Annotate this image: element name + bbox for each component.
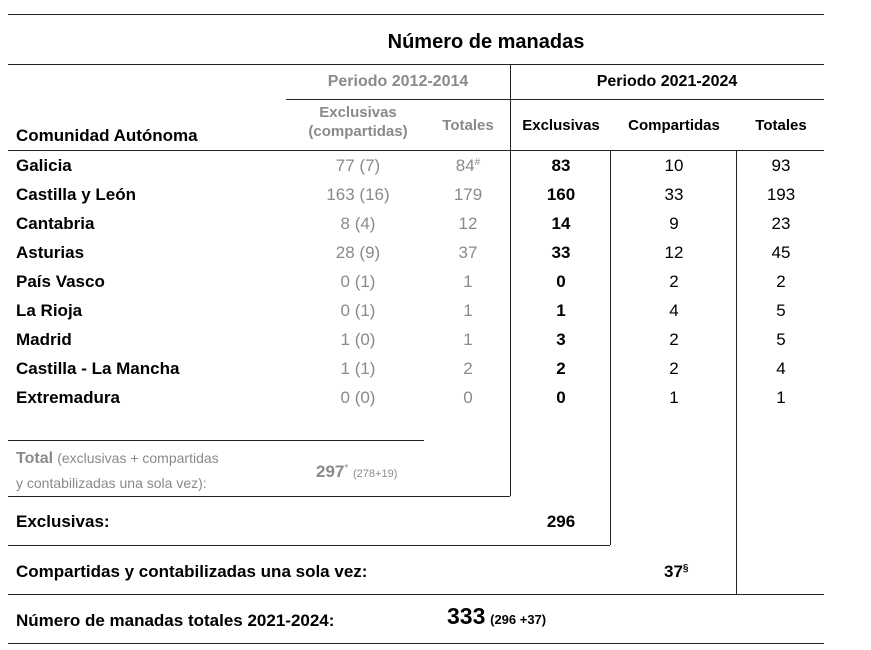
cell-region-text: Castilla y León xyxy=(16,185,136,204)
cell-p2-exclusivas xyxy=(512,301,610,321)
cell-p2-exclusivas xyxy=(512,185,610,205)
grand-total-detail: (296 +37) xyxy=(490,612,547,627)
cell-p2-totales-text: 193 xyxy=(766,185,796,204)
total-2012-label-rest: (exclusivas + compartidas xyxy=(57,450,219,466)
cell-p2-exclusivas-text: 33 xyxy=(551,243,571,262)
cell-p2-totales-text: 1 xyxy=(776,388,786,407)
cell-p1-exclusivas-text: 28 (9) xyxy=(335,243,381,262)
cell-p2-totales xyxy=(738,156,824,176)
cell-p2-exclusivas-text: 3 xyxy=(556,330,566,349)
footnote-mark: # xyxy=(474,157,481,168)
cell-p2-totales-text: 5 xyxy=(776,330,786,349)
cell-p2-totales-text: 5 xyxy=(776,301,786,320)
cell-region xyxy=(16,301,276,321)
cell-p1-totales-text: 1 xyxy=(463,301,473,320)
cell-p1-totales-text: 0 xyxy=(463,388,473,407)
cell-p2-compartidas xyxy=(612,359,736,379)
cell-p1-exclusivas-text: 0 (1) xyxy=(340,301,376,320)
period-2021-2024: Periodo 2021-2024 xyxy=(596,73,738,90)
cell-p2-exclusivas xyxy=(512,330,610,350)
cell-p2-compartidas-text: 1 xyxy=(669,388,679,407)
cell-p2-exclusivas-text: 83 xyxy=(551,156,571,175)
cell-p2-compartidas xyxy=(612,272,736,292)
header-p2-compartidas: Compartidas xyxy=(628,117,720,134)
cell-p1-exclusivas-text: 0 (1) xyxy=(340,272,376,291)
cell-p2-exclusivas xyxy=(512,272,610,292)
cell-p2-compartidas-text: 10 xyxy=(664,156,684,175)
cell-region-text: La Rioja xyxy=(16,301,83,320)
cell-p2-exclusivas-text: 14 xyxy=(551,214,571,233)
cell-p2-compartidas-text: 9 xyxy=(669,214,679,233)
cell-p1-exclusivas xyxy=(290,272,426,292)
cell-p1-exclusivas xyxy=(290,185,426,205)
divider-excl-comp xyxy=(610,150,611,545)
rule-under-title xyxy=(8,64,824,65)
compartidas-value xyxy=(664,562,688,582)
cell-p1-totales-text: 1 xyxy=(463,272,473,291)
cell-p2-compartidas xyxy=(612,214,736,234)
cell-p2-compartidas xyxy=(612,330,736,350)
cell-region-text: Castilla - La Mancha xyxy=(16,359,180,378)
exclusivas-value: 296 xyxy=(546,512,576,531)
header-p2-exclusivas: Exclusivas xyxy=(522,117,600,134)
cell-p1-exclusivas-text: 0 (0) xyxy=(340,388,376,407)
cell-p1-totales xyxy=(430,330,506,350)
cell-p2-exclusivas-text: 160 xyxy=(546,185,576,204)
cell-p2-compartidas-text: 33 xyxy=(664,185,684,204)
cell-p2-exclusivas xyxy=(512,243,610,263)
cell-p1-totales-text: 1 xyxy=(463,330,473,349)
rule-exclusivas-bottom xyxy=(8,545,610,546)
cell-p2-totales xyxy=(738,272,824,292)
header-p1-exclusivas-line1: Exclusivas xyxy=(319,104,397,121)
cell-region-text: Asturias xyxy=(16,243,85,262)
cell-p2-exclusivas-text: 2 xyxy=(556,359,566,378)
cell-region xyxy=(16,156,276,176)
cell-p1-totales-text: 2 xyxy=(463,359,473,378)
cell-p2-exclusivas-text: 0 xyxy=(556,272,566,291)
cell-p1-exclusivas-text: 1 (0) xyxy=(340,330,376,349)
total-2012-label-line2: y contabilizadas una sola vez): xyxy=(16,475,207,491)
cell-p1-totales xyxy=(430,156,506,176)
cell-region-text: Extremadura xyxy=(16,388,120,407)
cell-p2-totales-text: 2 xyxy=(776,272,786,291)
cell-p1-exclusivas-text: 8 (4) xyxy=(340,214,376,233)
cell-p1-totales xyxy=(430,301,506,321)
cell-p2-compartidas-text: 2 xyxy=(669,359,679,378)
cell-p2-totales xyxy=(738,243,824,263)
total-2012-label xyxy=(16,449,219,493)
cell-p2-totales-text: 23 xyxy=(771,214,791,233)
cell-p1-totales xyxy=(430,359,506,379)
cell-p2-totales-text: 4 xyxy=(776,359,786,378)
cell-p2-compartidas-text: 2 xyxy=(669,330,679,349)
cell-region xyxy=(16,272,276,292)
total-2012-detail: (278+19) xyxy=(353,468,398,480)
divider-p1-p2 xyxy=(510,64,511,496)
compartidas-label: Compartidas y contabilizadas una sola vez: xyxy=(16,562,368,581)
cell-p1-exclusivas-text: 1 (1) xyxy=(340,359,376,378)
cell-p2-exclusivas xyxy=(512,388,610,408)
header-p1-exclusivas-line2: (compartidas) xyxy=(308,123,408,140)
header-comunidad: Comunidad Autónoma xyxy=(16,126,198,145)
period-2012-2014: Periodo 2012-2014 xyxy=(327,73,469,90)
cell-p1-exclusivas xyxy=(290,330,426,350)
cell-p1-totales-text: 37 xyxy=(458,243,478,262)
cell-p2-exclusivas-text: 1 xyxy=(556,301,566,320)
cell-region xyxy=(16,185,276,205)
cell-p2-totales xyxy=(738,359,824,379)
cell-p1-totales-text: 179 xyxy=(453,185,483,204)
cell-p2-compartidas xyxy=(612,301,736,321)
cell-p1-exclusivas-text: 163 (16) xyxy=(326,185,390,204)
cell-region xyxy=(16,214,276,234)
grand-total-value xyxy=(447,603,547,630)
cell-p1-totales xyxy=(430,214,506,234)
rule-total-bottom xyxy=(8,496,510,497)
rule-under-headers xyxy=(8,150,824,151)
table-title: Número de manadas xyxy=(387,31,585,53)
cell-p1-totales xyxy=(430,185,506,205)
cell-p1-exclusivas xyxy=(290,301,426,321)
cell-p1-totales-text: 84 xyxy=(455,156,475,175)
cell-p1-totales xyxy=(430,272,506,292)
cell-p2-totales xyxy=(738,330,824,350)
cell-region-text: Madrid xyxy=(16,330,72,349)
total-2012-label-main: Total xyxy=(16,450,54,467)
cell-p1-exclusivas xyxy=(290,388,426,408)
cell-p1-exclusivas xyxy=(290,214,426,234)
cell-p2-totales xyxy=(738,214,824,234)
cell-p2-totales-text: 93 xyxy=(771,156,791,175)
total-2012-label-line1 xyxy=(16,449,219,468)
cell-p2-compartidas xyxy=(612,185,736,205)
divider-comp-tot xyxy=(736,150,737,594)
cell-p2-exclusivas xyxy=(512,214,610,234)
cell-p2-exclusivas-text: 0 xyxy=(556,388,566,407)
cell-p2-compartidas xyxy=(612,388,736,408)
compartidas-mark: § xyxy=(682,563,689,574)
cell-region xyxy=(16,359,276,379)
rule-under-periods xyxy=(286,99,824,100)
header-p1-exclusivas xyxy=(290,103,426,141)
cell-p1-exclusivas-text: 77 (7) xyxy=(335,156,381,175)
compartidas-number: 37 xyxy=(664,562,683,581)
total-2012-mark: * xyxy=(344,463,349,474)
cell-p1-exclusivas xyxy=(290,243,426,263)
header-p2-totales: Totales xyxy=(755,117,807,134)
total-2012-value xyxy=(316,462,397,484)
cell-p2-exclusivas xyxy=(512,156,610,176)
cell-p2-totales xyxy=(738,185,824,205)
grand-total-number: 333 xyxy=(447,603,486,629)
cell-region xyxy=(16,330,276,350)
cell-p2-compartidas xyxy=(612,156,736,176)
grand-total-label: Número de manadas totales 2021-2024: xyxy=(16,611,335,630)
cell-p2-totales xyxy=(738,301,824,321)
cell-region-text: País Vasco xyxy=(16,272,105,291)
cell-p2-totales-text: 45 xyxy=(771,243,791,262)
total-2012-number: 297 xyxy=(316,462,345,481)
cell-region xyxy=(16,243,276,263)
cell-p1-exclusivas xyxy=(290,156,426,176)
cell-region-text: Galicia xyxy=(16,156,72,175)
rule-top xyxy=(8,14,824,15)
cell-p2-compartidas-text: 4 xyxy=(669,301,679,320)
cell-p2-compartidas-text: 2 xyxy=(669,272,679,291)
rule-compartidas-bottom xyxy=(8,594,824,595)
cell-p2-compartidas-text: 12 xyxy=(664,243,684,262)
cell-p2-exclusivas xyxy=(512,359,610,379)
cell-p1-totales-text: 12 xyxy=(458,214,478,233)
cell-p2-totales xyxy=(738,388,824,408)
rule-total-top xyxy=(8,440,424,441)
cell-p1-exclusivas xyxy=(290,359,426,379)
rule-bottom xyxy=(8,643,824,644)
cell-region xyxy=(16,388,276,408)
cell-p1-totales xyxy=(430,388,506,408)
cell-region-text: Cantabria xyxy=(16,214,95,233)
cell-p2-compartidas xyxy=(612,243,736,263)
cell-p1-totales xyxy=(430,243,506,263)
exclusivas-label: Exclusivas: xyxy=(16,512,110,531)
header-p1-totales: Totales xyxy=(442,117,494,134)
